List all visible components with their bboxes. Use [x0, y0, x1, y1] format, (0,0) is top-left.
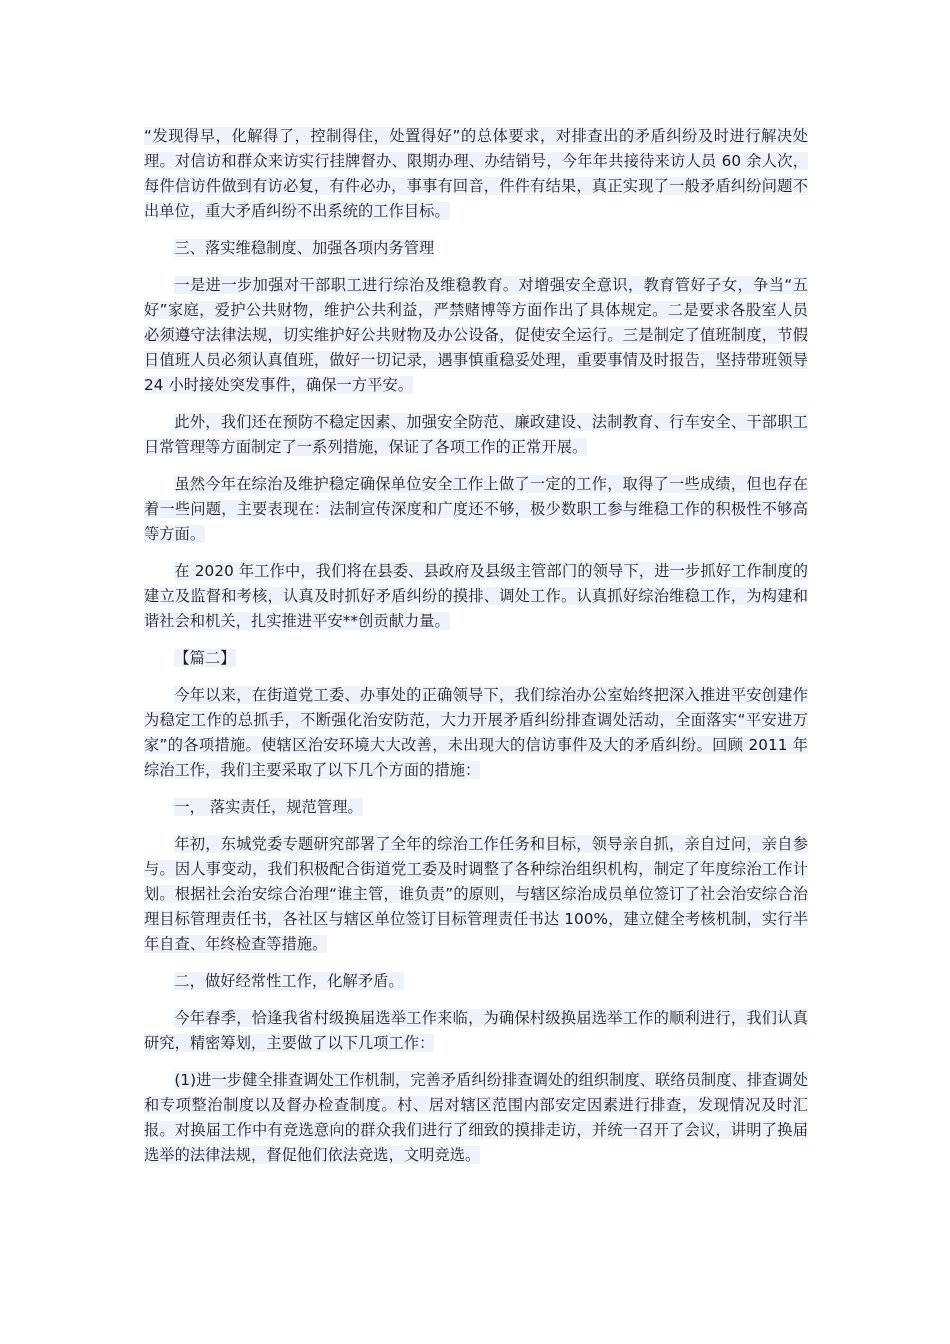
paragraph-text: (1)进一步健全排查调处工作机制，完善矛盾纠纷排查调处的组织制度、联络员制度、排查调处和专项整治制度以及督办检查制度。村、居对辖区范围内部安定因素进行排查，发现情况及时汇报。对换届工作中有竞选意向的群众我们进行了细致的摸排走访，并统一召开了会议，讲明了换届选举的法律法规，督促他们依法竞选，文明竞选。 — [144, 1071, 808, 1164]
section-heading-part-two — [144, 646, 808, 671]
section-heading-routine-work — [144, 969, 808, 994]
paragraph-text: 今年春季，恰逢我省村级换届选举工作来临，为确保村级换届选举工作的顺利进行，我们认真研究，精密筹划，主要做了以下几项工作： — [144, 1009, 808, 1052]
paragraph-future-plan — [144, 559, 808, 634]
heading-text: 二，做好经常性工作，化解矛盾。 — [174, 972, 404, 990]
paragraph-intro-part-two — [144, 683, 808, 783]
paragraph-maintenance-education — [144, 273, 808, 398]
document-body — [144, 124, 808, 1180]
paragraph-text: 年初，东城党委专题研究部署了全年的综治工作任务和目标，领导亲自抓，亲自过问，亲自参与。因人事变动，我们积极配合街道党工委及时调整了各种综治组织机构，制定了年度综治工作计划。根据社会治安综合治理“谁主管，谁负责”的原则，与辖区综治成员单位签订了社会治安综合治理目标管理责任书，各社区与辖区单位签订目标管理责任书达 100%，建立健全考核机制，实行半年自查、年终检查等措施。 — [144, 835, 808, 953]
paragraph-continuation — [144, 124, 808, 224]
section-heading-responsibility — [144, 795, 808, 820]
paragraph-text: 今年以来，在街道党工委、办事处的正确领导下，我们综治办公室始终把深入推进平安创建作为稳定工作的总抓手，不断强化治安防范，大力开展矛盾纠纷排查调处活动，全面落实“平安进万家”的各项措施。使辖区治安环境大大改善，未出现大的信访事件及大的矛盾纠纷。回顾 2011 年综治工作，我们主要采取了以下几个方面的措施： — [144, 686, 808, 779]
paragraph-responsibility — [144, 832, 808, 957]
paragraph-problems — [144, 472, 808, 547]
paragraph-text: 一是进一步加强对干部职工进行综治及维稳教育。对增强安全意识，教育管好子女，争当“五好”家庭，爱护公共财物，维护公共利益，严禁赌博等方面作出了具体规定。二是要求各股室人员必须遵守法律法规，切实维护好公共财物及办公设备，促使安全运行。三是制定了值班制度，节假日值班人员必须认真值班，做好一切记录，遇事慎重稳妥处理，重要事情及时报告，坚持带班领导 24 小时接处突发事件，确保一方平安。 — [144, 276, 808, 394]
paragraph-text: “发现得早，化解得了，控制得住，处置得好”的总体要求，对排查出的矛盾纠纷及时进行解决处理。对信访和群众来访实行挂牌督办、限期办理、办结销号，今年年共接待来访人员 60 余人次，每件信访件做到有访必复，有件必办，事事有回音，件件有结果，真正实现了一般矛盾纠纷问题不出单位，重大矛盾纠纷不出系统的工作目标。 — [144, 127, 808, 220]
paragraph-text: 虽然今年在综治及维护稳定确保单位安全工作上做了一定的工作，取得了一些成绩，但也存在着一些问题，主要表现在：法制宣传深度和广度还不够，极少数职工参与维稳工作的积极性不够高等方面。 — [144, 475, 808, 543]
heading-text: 【篇二】 — [174, 649, 236, 667]
paragraph-spring-election — [144, 1006, 808, 1056]
paragraph-other-measures — [144, 410, 808, 460]
heading-text: 三、落实维稳制度、加强各项内务管理 — [174, 239, 435, 257]
section-heading-three — [144, 236, 808, 261]
paragraph-text: 在 2020 年工作中，我们将在县委、县政府及县级主管部门的领导下，进一步抓好工作制度的建立及监督和考核，认真及时抓好矛盾纠纷的摸排、调处工作。认真抓好综治维稳工作，为构建和谐社会和机关，扎实推进平安**创贡献力量。 — [144, 562, 808, 630]
paragraph-item-one — [144, 1068, 808, 1168]
paragraph-text: 此外，我们还在预防不稳定因素、加强安全防范、廉政建设、法制教育、行车安全、干部职工日常管理等方面制定了一系列措施，保证了各项工作的正常开展。 — [144, 413, 808, 456]
heading-text: 一， 落实责任，规范管理。 — [174, 798, 363, 816]
